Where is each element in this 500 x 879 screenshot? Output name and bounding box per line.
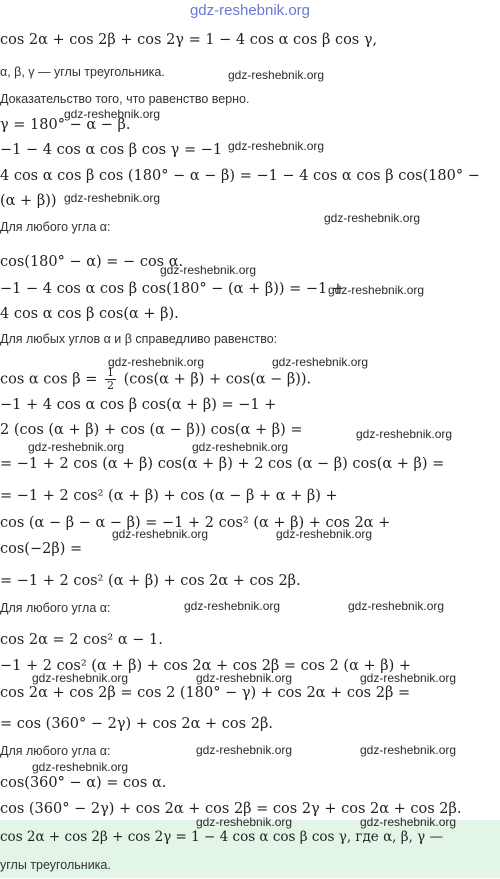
watermark: gdz-reshebnik.org [192,440,289,454]
proof-line: 4 cos α cos β cos (180° − α − β) = −1 − 4 cos α cos β cos(180° − [0,168,480,184]
proof-line: 4 cos α cos β cos(α + β). [0,306,179,322]
product-formula-right: (cos(α + β) + cos(α − β)). [123,371,312,388]
watermark: gdz-reshebnik.org [196,671,293,685]
watermark: gdz-reshebnik.org [28,440,125,454]
fraction-denominator: 2 [106,379,114,392]
proof-line: cos(−2β) = [0,541,83,557]
watermark: gdz-reshebnik.org [184,599,281,613]
proof-line: cos(180° − α) = − cos α. [0,254,184,270]
watermark: gdz-reshebnik.org [32,671,129,685]
watermark: gdz-reshebnik.org [360,743,457,757]
watermark: gdz-reshebnik.org [112,527,209,541]
watermark: gdz-reshebnik.org [328,283,425,297]
proof-line: cos(360° − α) = cos α. [0,775,167,791]
fraction [105,367,116,392]
note-text: Для любых углов α и β справедливо равенство: [0,332,278,346]
watermark: gdz-reshebnik.org [348,599,445,613]
watermark: gdz-reshebnik.org [64,191,161,205]
proof-line: −1 + 2 cos² (α + β) + cos 2α + cos 2β = cos 2 (α + β) + [0,658,412,674]
fraction-numerator: 1 [106,366,114,379]
conclusion-text: углы треугольника. [0,858,111,872]
proof-line: −1 − 4 cos α cos β cos γ = −1 [0,142,223,158]
proof-line: cos 2α = 2 cos² α − 1. [0,632,163,648]
given-condition: α, β, γ — углы треугольника. [0,65,165,79]
watermark: gdz-reshebnik.org [160,263,257,277]
note-text: Для любого угла α: [0,601,111,615]
watermark: gdz-reshebnik.org [324,211,421,225]
watermark: gdz-reshebnik.org [196,815,293,829]
watermark: gdz-reshebnik.org [272,355,369,369]
proof-line: = cos (360° − 2γ) + cos 2α + cos 2β. [0,716,273,732]
watermark: gdz-reshebnik.org [228,68,325,82]
proof-line: −1 − 4 cos α cos β cos(180° − (α + β)) = −1 + [0,281,345,297]
proof-heading: Доказательство того, что равенство верно. [0,92,250,106]
watermark: gdz-reshebnik.org [32,760,129,774]
watermark: gdz-reshebnik.org [360,815,457,829]
note-text: Для любого угла α: [0,220,111,234]
proof-line: cos 2α + cos 2β = cos 2 (180° − γ) + cos 2α + cos 2β = [0,685,411,701]
proof-line: (α + β)) [0,193,57,209]
proof-line: = −1 + 2 cos² (α + β) + cos 2α + cos 2β. [0,573,301,589]
proof-line: = −1 + 2 cos (α + β) cos(α + β) + 2 cos (α − β) cos(α + β) = [0,456,445,472]
proof-line: = −1 + 2 cos² (α + β) + cos (α − β + α + β) + [0,488,338,504]
watermark: gdz-reshebnik.org [108,355,205,369]
site-header[interactable]: gdz-reshebnik.org [189,2,311,19]
watermark: gdz-reshebnik.org [276,527,373,541]
watermark: gdz-reshebnik.org [356,427,453,441]
proof-line: cos (α − β − α − β) = −1 + 2 cos² (α + β) + cos 2α + [0,515,391,531]
proof-line: −1 + 4 cos α cos β cos(α + β) = −1 + [0,397,277,413]
product-formula-left: cos α cos β = [0,371,98,388]
watermark: gdz-reshebnik.org [64,107,161,121]
watermark: gdz-reshebnik.org [196,743,293,757]
note-text: Для любого угла α: [0,744,111,758]
proof-line: cos (360° − 2γ) + cos 2α + cos 2β = cos 2γ + cos 2α + cos 2β. [0,801,462,817]
watermark: gdz-reshebnik.org [228,139,325,153]
proof-line: 2 (cos (α + β) + cos (α − β)) cos(α + β) = [0,422,303,438]
conclusion-line: cos 2α + cos 2β + cos 2γ = 1 − 4 cos α cos β cos γ, где α, β, γ — [0,829,444,845]
given-equation: cos 2α + cos 2β + cos 2γ = 1 − 4 cos α cos β cos γ, [0,32,378,48]
proof-line: γ = 180° − α − β. [0,117,131,133]
watermark: gdz-reshebnik.org [360,671,457,685]
proof-line [0,367,311,392]
